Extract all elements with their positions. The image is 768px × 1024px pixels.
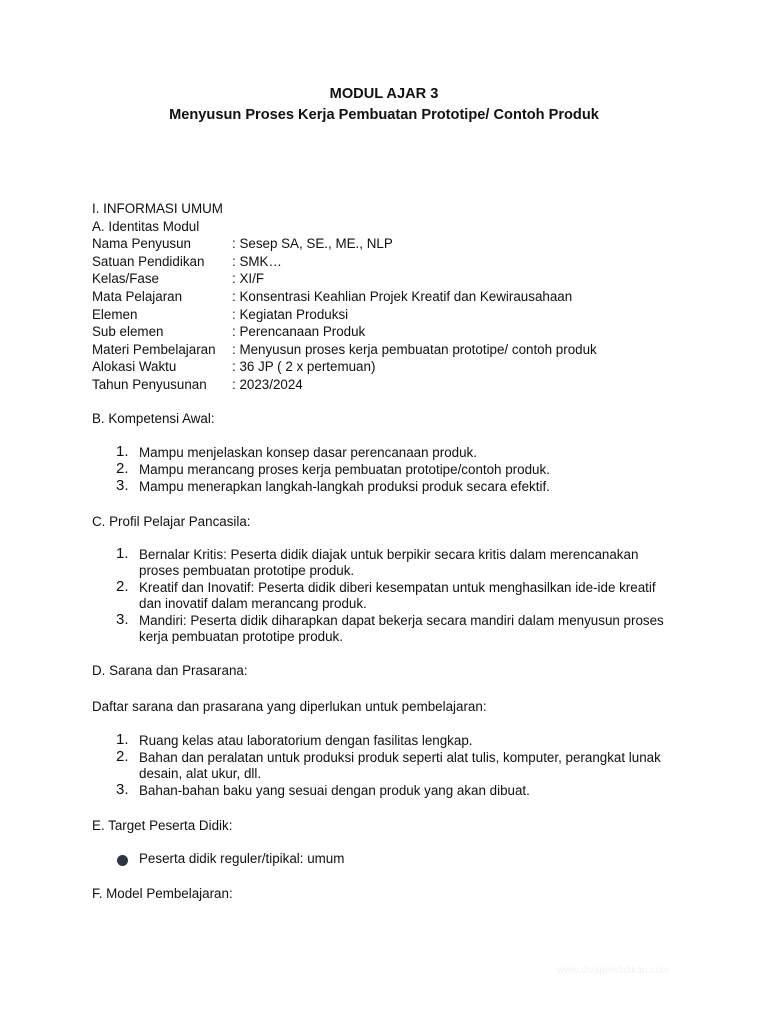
- identity-label: Alokasi Waktu: [92, 359, 177, 375]
- identity-row: [92, 306, 348, 324]
- identity-value: : 36 JP ( 2 x pertemuan): [232, 359, 376, 375]
- profil-heading: C. Profil Pelajar Pancasila:: [92, 514, 251, 529]
- list-text: Bahan dan peralatan untuk produksi produk seperti alat tulis, komputer, perangkat lunak desain, alat ukur, dll.: [139, 750, 661, 782]
- sarana-heading: D. Sarana dan Prasarana:: [92, 663, 248, 678]
- identity-value: : Kegiatan Produksi: [232, 306, 349, 322]
- identity-label: Tahun Penyusunan: [92, 377, 207, 392]
- list-text: Mandiri: Peserta didik diharapkan dapat bekerja secara mandiri dalam menyusun proses kerja pembuatan prototipe produk.: [139, 613, 664, 645]
- identity-row: [92, 288, 572, 306]
- section-informasi-umum: I. INFORMASI UMUM: [92, 201, 223, 216]
- list-text: Mampu merancang proses kerja pembuatan prototipe/contoh produk.: [139, 462, 550, 477]
- list-number: 2.: [116, 748, 129, 765]
- identity-value: : Sesep SA, SE., ME., NLP: [232, 236, 393, 252]
- identity-label: Sub elemen: [92, 324, 164, 340]
- identity-value: : Perencanaan Produk: [232, 324, 366, 340]
- list-number: 2.: [116, 578, 129, 595]
- identity-row: [92, 270, 264, 288]
- list-number: 1.: [116, 443, 129, 460]
- identity-value: : Konsentrasi Keahlian Projek Kreatif dan Kewirausahaan: [232, 289, 573, 304]
- identity-row: [92, 376, 303, 394]
- identity-label: Satuan Pendidikan: [92, 253, 205, 269]
- list-text: Ruang kelas atau laboratorium dengan fasilitas lengkap.: [139, 733, 473, 748]
- target-heading: E. Target Peserta Didik:: [92, 818, 233, 833]
- list-number: 2.: [116, 460, 129, 477]
- identity-row: [92, 253, 282, 271]
- module-subtitle: Menyusun Proses Kerja Pembuatan Prototipe/ Contoh Produk: [169, 107, 599, 123]
- list-text: Bernalar Kritis: Peserta didik diajak untuk berpikir secara kritis dalam merencanakan proses pembuatan prototipe produk.: [139, 547, 639, 579]
- watermark: www.divapendidikan.com: [557, 965, 670, 976]
- identity-value: : XI/F: [232, 271, 264, 287]
- list-text: Mampu menjelaskan konsep dasar perencanaan produk.: [139, 445, 477, 460]
- module-title: MODUL AJAR 3: [329, 86, 439, 102]
- list-number: 3.: [116, 477, 129, 494]
- identity-value: : Menyusun proses kerja pembuatan prototipe/ contoh produk: [232, 341, 597, 357]
- list-text: Mampu menerapkan langkah-langkah produksi produk secara efektif.: [139, 479, 550, 494]
- list-text: Kreatif dan Inovatif: Peserta didik diberi kesempatan untuk menghasilkan ide-ide kreatif dan inovatif dalam merancang produk.: [139, 580, 656, 612]
- list-number: 1.: [116, 731, 129, 748]
- identity-value: : SMK…: [232, 253, 282, 269]
- identity-row: [92, 358, 375, 376]
- list-text: Peserta didik reguler/tipikal: umum: [139, 851, 345, 866]
- identity-label: Materi Pembelajaran: [92, 341, 216, 357]
- sarana-intro: Daftar sarana dan prasarana yang diperlukan untuk pembelajaran:: [92, 699, 487, 714]
- identity-label: Kelas/Fase: [92, 271, 159, 287]
- identity-label: Nama Penyusun: [92, 236, 191, 252]
- bullet-icon: [117, 855, 128, 866]
- list-number: 1.: [116, 545, 129, 562]
- identity-row: [92, 235, 393, 253]
- model-heading: F. Model Pembelajaran:: [92, 886, 233, 901]
- list-number: 3.: [116, 611, 129, 628]
- list-number: 3.: [116, 781, 129, 798]
- identity-value: : 2023/2024: [232, 377, 303, 392]
- identity-label: Mata Pelajaran: [92, 289, 183, 304]
- identity-label: Elemen: [92, 306, 138, 322]
- identity-heading: A. Identitas Modul: [92, 218, 200, 234]
- kompetensi-heading: B. Kompetensi Awal:: [92, 411, 215, 426]
- identity-row: [92, 323, 365, 341]
- identity-row: [92, 341, 597, 359]
- list-text: Bahan-bahan baku yang sesuai dengan produk yang akan dibuat.: [139, 783, 530, 798]
